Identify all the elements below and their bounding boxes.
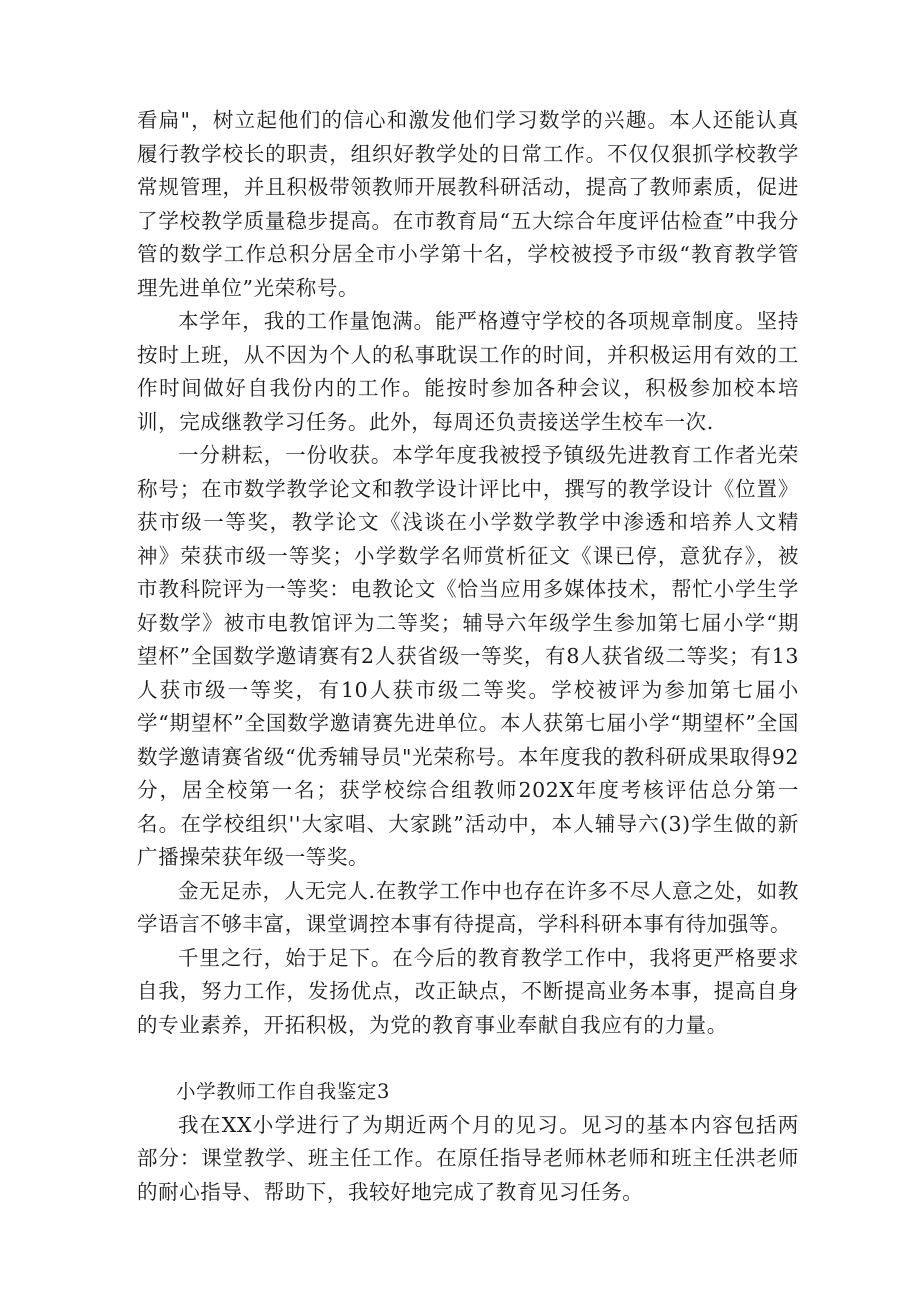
paragraph-workload: 本学年，我的工作量饱满。能严格遵守学校的各项规章制度。坚持按时上班，从不因为个人的私事耽误工作的时间，并积极运用有效的工作时间做好自我份内的工作。能按时参加各种会议，积极参加校本培训，完成继教学习任务。此外，每周还负责接送学生校车一次. xyxy=(137,309,799,434)
paragraph-shortcomings: 金无足赤，人无完人.在教学工作中也存在许多不尽人意之处，如教学语言不够丰富，课堂调控本事有待提高，学科科研本事有待加强等。 xyxy=(137,878,799,936)
paragraph-achievements: 一分耕耘，一份收获。本学年度我被授予镇级先进教育工作者光荣称号；在市数学教学论文和教学设计评比中，撰写的教学设计《位置》获市级一等奖，教学论文《浅谈在小学数学教学中渗透和培养人文精神》荣获市级一等奖；小学数学名师赏析征文《课已停，意犹存》，被市教科院评为一等奖：电教论文《恰当应用多媒体技术，帮忙小学生学好数学》被市电教馆评为二等奖；辅导六年级学生参加第七届小学“期望杯”全国数学邀请赛有2人获省级一等奖，有8人获省级二等奖；有13人获市级一等奖，有10人获市级二等奖。学校被评为参加第七届小学“期望杯”全国数学邀请赛先进单位。本人获第七届小学“期望杯”全国数学邀请赛省级“优秀辅导员"光荣称号。本年度我的教科研成果取得92分，居全校第一名；获学校综合组教师202X年度考核评估总分第一名。在学校组织''大家唱、大家跳”活动中，本人辅导六(3)学生做的新广播操荣获年级一等奖。 xyxy=(137,443,799,869)
section-heading: 小学教师工作自我鉴定3 xyxy=(176,1080,391,1103)
paragraph-continuation: 看扁"，树立起他们的信心和激发他们学习数学的兴趣。本人还能认真履行教学校长的职责，组织好教学处的日常工作。不仅仅狠抓学校教学常规管理，并且积极带领教师开展教科研活动，提高了教师素质，促进了学校教学质量稳步提高。在市教育局“五大综合年度评估检查”中我分管的数学工作总积分居全市小学第十名，学校被授予市级“教育教学管理先进单位”光荣称号。 xyxy=(137,108,799,300)
paragraph-future-plans: 千里之行，始于足下。在今后的教育教学工作中，我将更严格要求自我，努力工作，发扬优点，改正缺点，不断提高业务本事，提高自身的专业素养，开拓积极，为党的教育事业奉献自我应有的力量。 xyxy=(137,945,799,1037)
document-body xyxy=(137,104,799,1209)
paragraph-internship: 我在XX小学进行了为期近两个月的见习。见习的基本内容包括两部分：课堂教学、班主任工作。在原任指导老师林老师和班主任洪老师的耐心指导、帮助下，我较好地完成了教育见习任务。 xyxy=(137,1112,799,1204)
